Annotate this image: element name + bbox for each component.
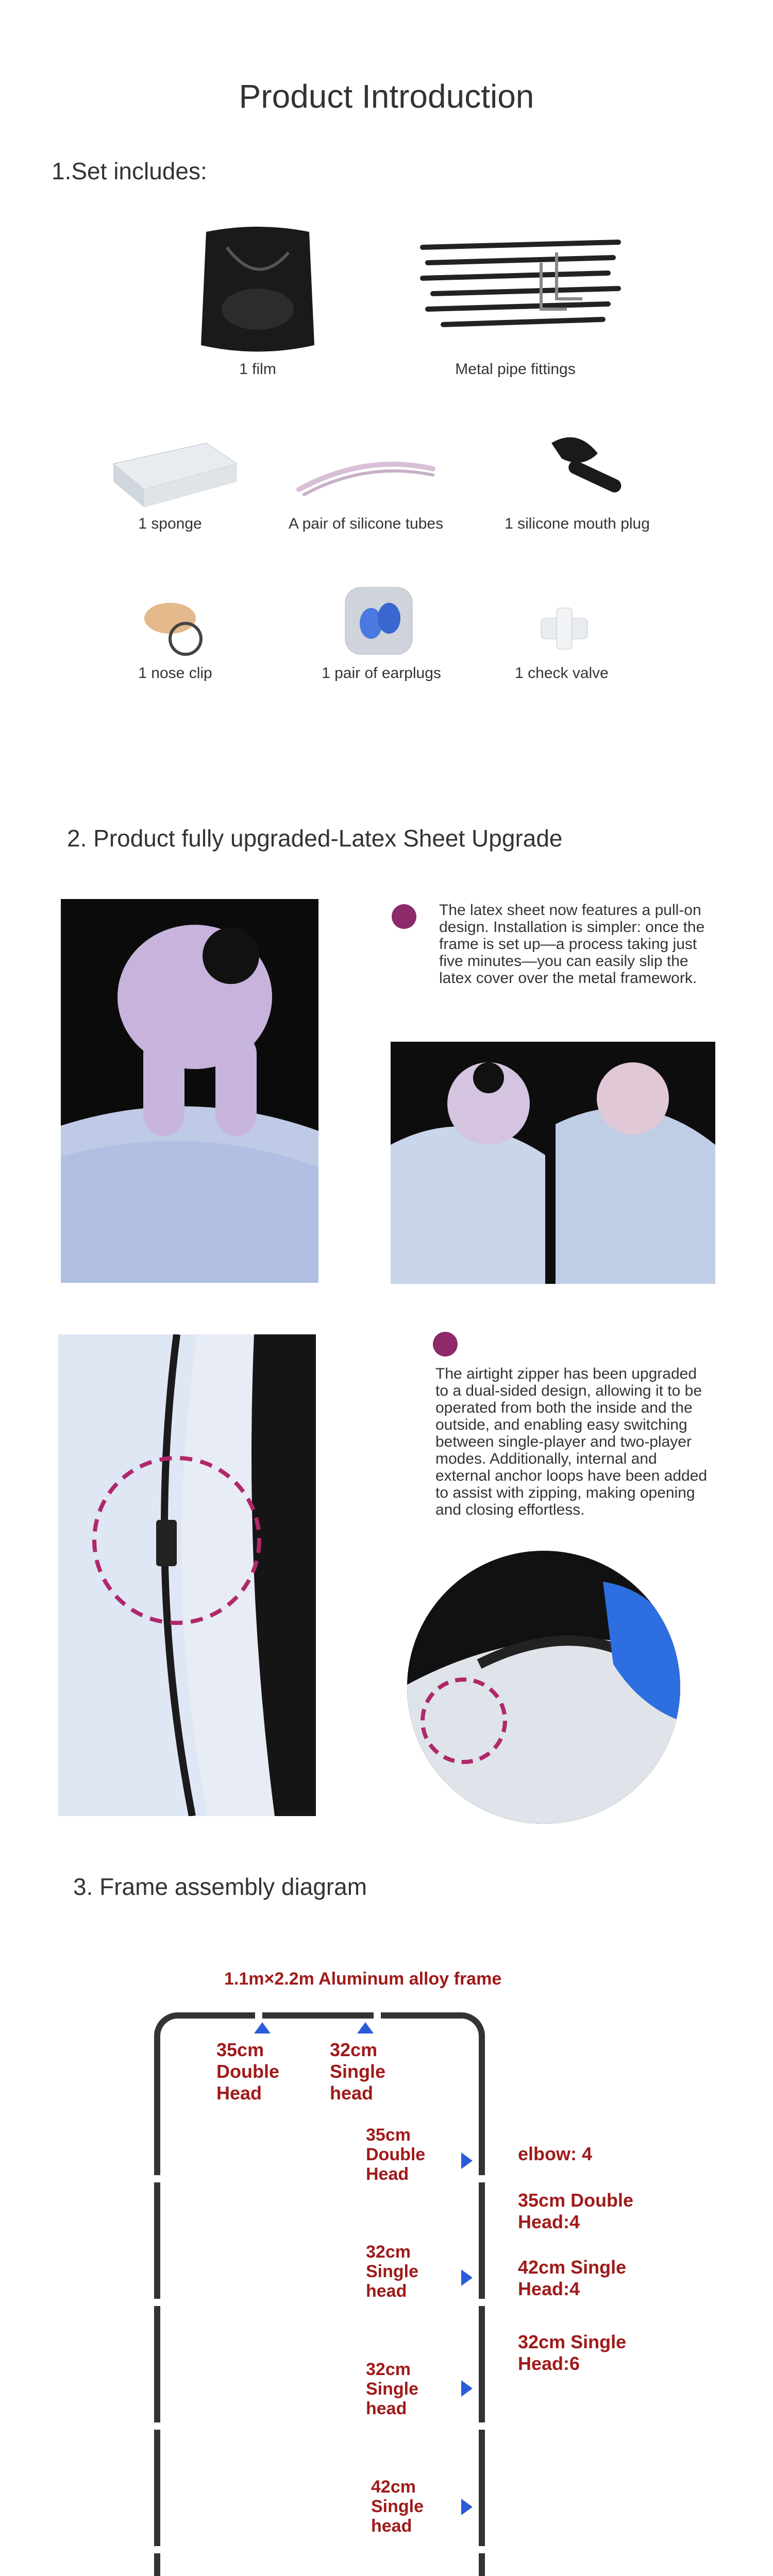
item-label: 1 pair of earplugs — [322, 665, 441, 682]
part-count: 32cm Single Head:6 — [518, 2331, 627, 2374]
section2-heading: 2. Product fully upgraded-Latex Sheet Upgrade — [67, 825, 563, 852]
frame-title: 1.1m×2.2m Aluminum alloy frame — [224, 1969, 502, 1989]
tube-icon — [294, 448, 438, 500]
arrow-up-icon — [357, 2022, 374, 2033]
tube-image — [294, 448, 438, 500]
nose-clip-image — [134, 592, 216, 659]
section3-heading: 3. Frame assembly diagram — [73, 1873, 367, 1900]
check-valve-image — [531, 603, 598, 654]
mouth-plug-image — [520, 422, 634, 510]
arrow-right-icon — [461, 2499, 473, 2515]
sponge-image — [103, 433, 242, 510]
arrow-up-icon — [254, 2022, 271, 2033]
frame-label-side: 42cm Single head — [371, 2477, 424, 2536]
arrow-right-icon — [461, 2153, 473, 2169]
item-label: 1 nose clip — [138, 665, 212, 682]
page-title: Product Introduction — [239, 78, 534, 115]
section1-heading: 1.Set includes: — [52, 158, 207, 184]
section2-paragraph-1: The latex sheet now features a pull-on design. Installation is simpler: once the frame is set up—a process taking just five minutes—you can easily slip the latex cover over the metal framework. — [439, 902, 705, 987]
earplugs-icon — [335, 577, 423, 659]
item-label: 1 sponge — [138, 515, 202, 532]
part-count: 35cm Double Head:4 — [518, 2190, 634, 2232]
item-label: 1 film — [239, 361, 276, 378]
earplugs-image — [335, 577, 423, 659]
pipes-image — [412, 232, 629, 345]
item-label: 1 silicone mouth plug — [505, 515, 650, 532]
black-bag-icon — [196, 216, 320, 361]
film-image — [196, 216, 320, 361]
part-count: 42cm Single Head:4 — [518, 2257, 627, 2299]
frame-label-top: 35cm Double Head — [216, 2039, 279, 2104]
arrow-right-icon — [461, 2380, 473, 2397]
frame-label-side: 32cm Single head — [366, 2242, 419, 2301]
item-label: Metal pipe fittings — [455, 361, 576, 378]
item-label: 1 check valve — [515, 665, 609, 682]
check-valve-icon — [531, 603, 598, 654]
bullet-dot — [433, 1332, 458, 1357]
item-label: A pair of silicone tubes — [288, 515, 444, 532]
zipper-handle-photo — [407, 1551, 680, 1824]
nose-clip-icon — [134, 592, 216, 659]
frame-label-side: 35cm Double Head — [366, 2125, 426, 2184]
zipper-closeup-photo — [58, 1334, 316, 1816]
part-count: elbow: 4 — [518, 2143, 593, 2164]
metal-pipes-icon — [412, 232, 629, 345]
latex-sheet-photo — [61, 899, 318, 1283]
mouth-plug-icon — [520, 422, 634, 510]
frame-label-side: 32cm Single head — [366, 2360, 419, 2418]
latex-cover-photo — [391, 1042, 715, 1284]
sponge-icon — [103, 433, 242, 510]
section2-paragraph-2: The airtight zipper has been upgraded to a dual-sided design, allowing it to be operated from both the inside and the outside, and enabling easy switching between single-player and two-player modes. Additionally, internal and external anchor loops have been added to assist with zipping, making opening and closing effortless. — [435, 1365, 708, 1518]
arrow-right-icon — [461, 2269, 473, 2286]
bullet-dot — [392, 904, 416, 929]
frame-label-top: 32cm Single head — [330, 2039, 386, 2104]
